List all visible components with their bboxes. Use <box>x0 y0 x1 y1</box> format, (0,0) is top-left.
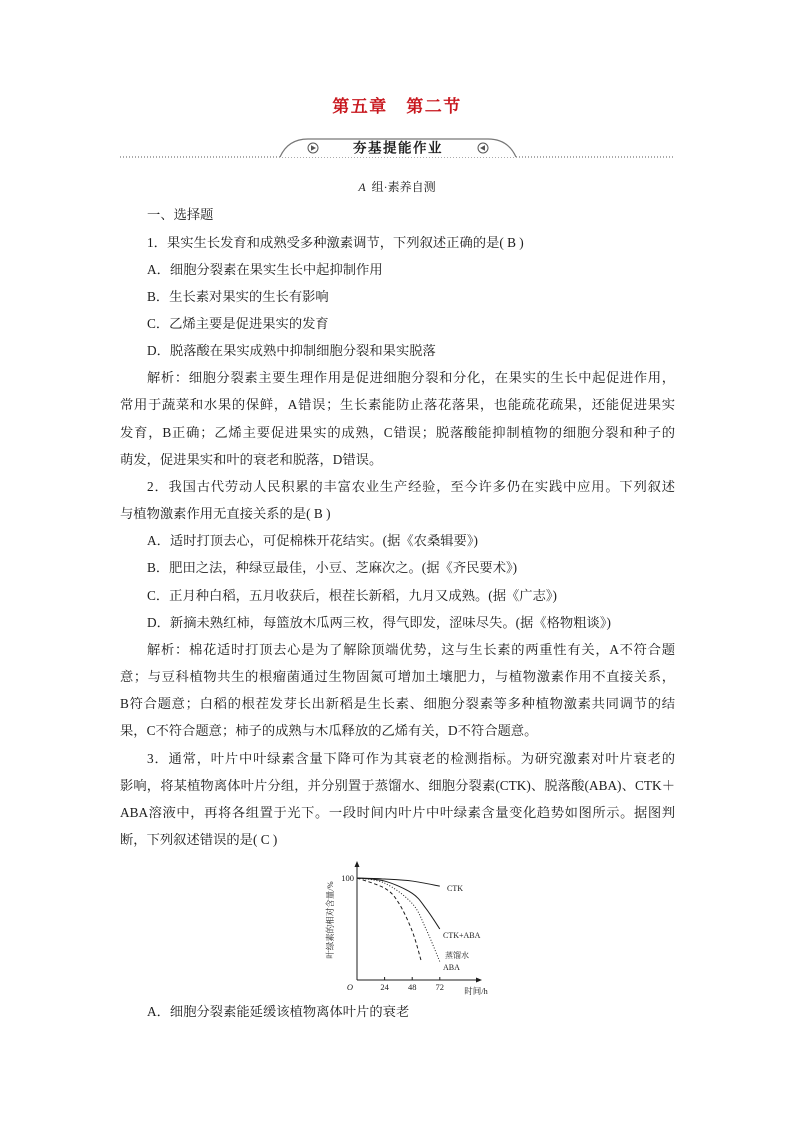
q1-analysis-line: 萌发，促进果实和叶的衰老和脱落，D错误。 <box>120 451 383 467</box>
y-axis-label: 叶绿素的相对含量/% <box>325 881 335 959</box>
banner-title: 夯基提能作业 <box>353 140 443 157</box>
q1-stem: 1．果实生长发育和成熟受多种激素调节，下列叙述正确的是( B ) <box>147 234 524 250</box>
origin-label: O <box>346 982 353 992</box>
series-distilled-water-label: 蒸馏水 <box>445 951 469 960</box>
group-heading <box>0 176 794 198</box>
q2-analysis-line: 解析：棉花适时打顶去心是为了解除顶端优势，这与生长素的两重性有关，A不符合题 <box>147 641 675 657</box>
q1-option-a: A．细胞分裂素在果实生长中起抑制作用 <box>147 261 383 277</box>
group-letter: A <box>358 180 366 194</box>
x-tick-label: 48 <box>407 982 417 992</box>
q2-option-c: C．正月种白稻，五月收获后，根茬长新稻，九月又成熟。(据《广志》) <box>147 587 557 603</box>
question-body <box>120 201 675 853</box>
chapter-title: 第五章 第二节 <box>332 97 462 116</box>
q3-stem-line: 断，下列叙述错误的是( C ) <box>120 831 278 847</box>
q3-options <box>120 998 675 1025</box>
series-aba-line <box>357 878 421 962</box>
section-heading: 一、选择题 <box>147 207 214 223</box>
x-tick-label: 24 <box>380 982 389 992</box>
q2-option-d: D．新摘未熟红柿，每篮放木瓜两三枚，得气即发，涩味尽失。(据《格物粗谈》) <box>147 614 611 630</box>
y-axis-arrow <box>355 861 360 867</box>
q3-stem-line: 影响，将某植物离体叶片分组，并分别置于蒸馏水、细胞分裂素(CTK)、脱落酸(ABA)、CTK＋ <box>120 777 675 793</box>
q2-stem-line: 2．我国古代劳动人民积累的丰富农业生产经验，至今许多仍在实践中应用。下列叙述 <box>147 478 675 494</box>
q1-analysis-line: 常用于蔬菜和水果的保鲜，A错误；生长素能防止落花落果，也能疏花疏果，还能促进果实 <box>120 397 675 413</box>
q1-analysis-line: 发育，B正确；乙烯主要促进果实的成熟，C错误；脱落酸能抑制植物的细胞分裂和种子的 <box>120 424 675 440</box>
q2-option-b: B．肥田之法，种绿豆最佳，小豆、芝麻次之。(据《齐民要术》) <box>147 560 518 576</box>
q2-analysis-line: B符合题意；白稻的根茬发芽长出新稻是生长素、细胞分裂素等多种植物激素共同调节的结 <box>120 696 675 712</box>
series-ctk-aba-label: CTK+ABA <box>443 931 481 940</box>
q1-analysis-line: 解析：细胞分裂素主要生理作用是促进细胞分裂和分化，在果实的生长中起促进作用， <box>147 370 675 386</box>
x-tick-label: 72 <box>435 982 445 992</box>
banner <box>120 136 675 162</box>
q3-stem-line: 3．通常，叶片中叶绿素含量下降可作为其衰老的检测指标。为研究激素对叶片衰老的 <box>147 750 675 766</box>
banner-right-arrow-icon <box>478 143 488 153</box>
series-ctk-label: CTK <box>447 884 463 893</box>
q2-stem-line: 与植物激素作用无直接关系的是( B ) <box>120 506 331 522</box>
x-axis-label: 时间/h <box>464 986 488 996</box>
y-tick-label: 100 <box>341 873 354 883</box>
chlorophyll-chart <box>322 858 497 998</box>
q2-analysis-line: 果，C不符合题意；柿子的成熟与木瓜释放的乙烯有关，D不符合题意。 <box>120 723 538 739</box>
q3-stem-line: ABA溶液中，再将各组置于光下。一段时间内叶片中叶绿素含量变化趋势如图所示。据图判 <box>120 804 675 820</box>
banner-left-arrow-icon <box>308 143 318 153</box>
q1-option-c: C．乙烯主要是促进果实的发育 <box>147 316 329 332</box>
series-aba-label: ABA <box>443 963 460 972</box>
q2-option-a: A．适时打顶去心，可促棉株开花结实。(据《农桑辑要》) <box>147 533 478 549</box>
q1-option-b: B．生长素对果实的生长有影响 <box>147 288 329 304</box>
q2-analysis-line: 意；与豆科植物共生的根瘤菌通过生物固氮可增加土壤肥力，与植物激素作用不直接关系， <box>120 669 675 685</box>
series-distilled-water-line <box>357 878 440 962</box>
x-axis-arrow <box>476 978 482 983</box>
group-text: 组·素养自测 <box>371 180 436 194</box>
series-ctk-aba-line <box>357 878 440 929</box>
q3-option-a: A．细胞分裂素能延缓该植物离体叶片的衰老 <box>147 1004 410 1020</box>
q1-option-d: D．脱落酸在果实成熟中抑制细胞分裂和果实脱落 <box>147 343 436 359</box>
